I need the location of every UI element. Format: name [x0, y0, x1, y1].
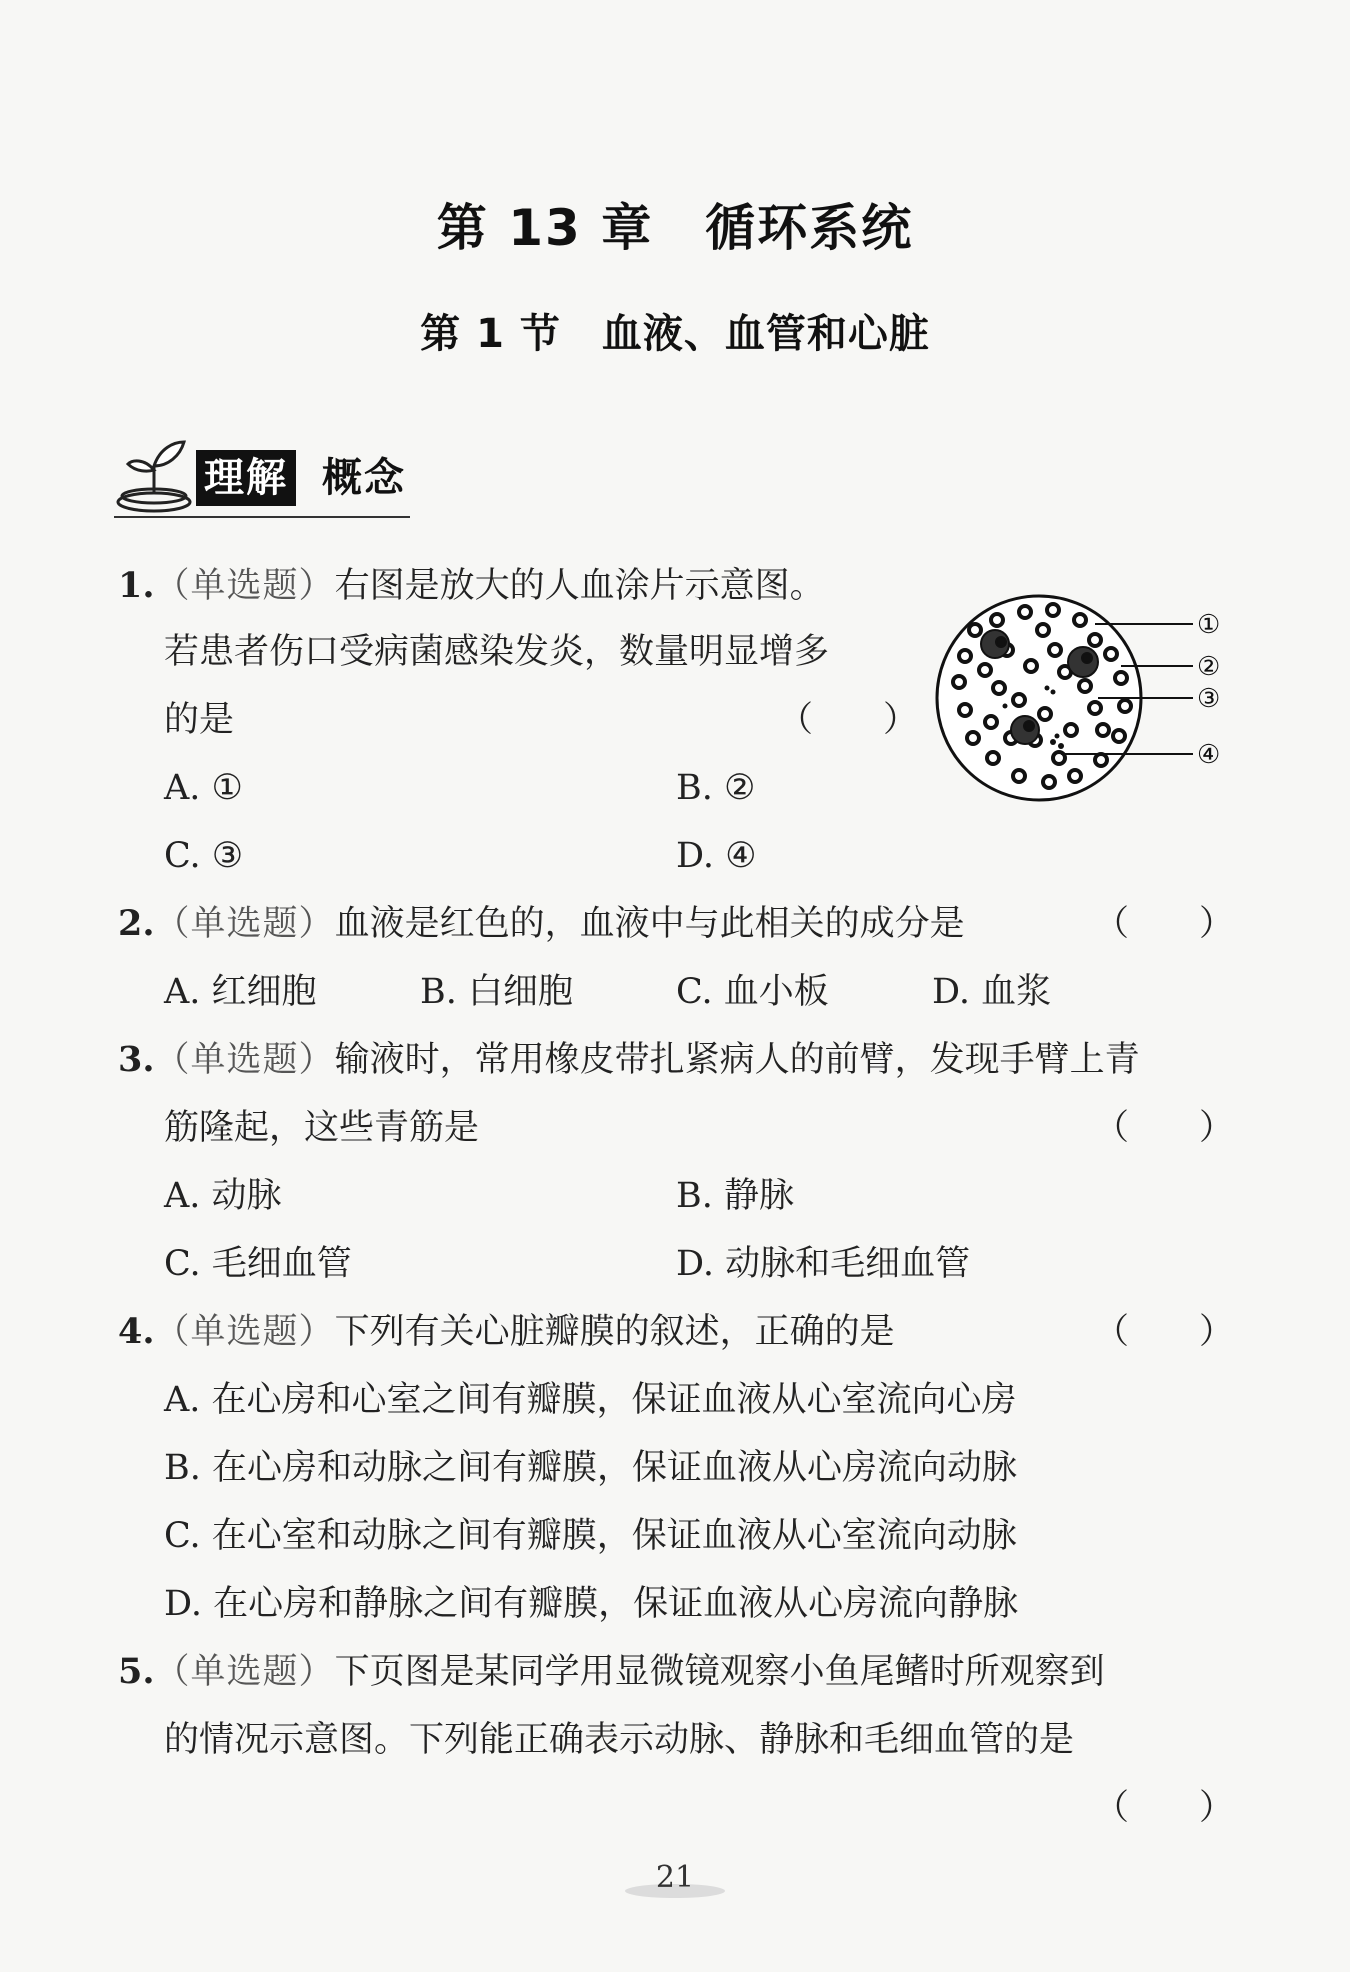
option-d: D. 在心房和静脉之间有瓣膜，保证血液从心房流向静脉 [164, 1584, 1019, 1624]
option-c: C. ③ [164, 836, 244, 876]
option-b: B. 静脉 [676, 1176, 794, 1216]
question-number: 5. [118, 1651, 155, 1692]
banner-underline [114, 516, 410, 518]
question-text: 下列有关心脏瓣膜的叙述，正确的是 [334, 1312, 895, 1352]
question-type: （单选题） [154, 904, 335, 944]
option-d: D. ④ [676, 836, 757, 876]
option-c: C. 血小板 [676, 972, 829, 1012]
section-title: 第 1 节 血液、血管和心脏 [420, 311, 930, 357]
figure-label-1: ① [1197, 610, 1221, 640]
question-type: （单选题） [154, 1312, 335, 1352]
question-5-line-2: 的情况示意图。下列能正确表示动脉、静脉和毛细血管的是 [164, 1720, 1075, 1760]
question-5-line-1 [118, 1650, 1105, 1694]
option-b: B. 在心房和动脉之间有瓣膜，保证血液从心房流向动脉 [164, 1448, 1017, 1488]
question-text: 输液时，常用橡皮带扎紧病人的前臂，发现手臂上青 [334, 1040, 1140, 1080]
option-b: B. ② [676, 768, 756, 808]
option-d: D. 血浆 [932, 972, 1052, 1012]
question-2-line-1 [118, 902, 965, 946]
question-number: 1. [118, 565, 155, 606]
question-4-line-1 [118, 1310, 895, 1354]
blood-smear-figure [935, 590, 1225, 810]
banner-highlight: 理解 [196, 450, 296, 506]
question-text: 右图是放大的人血涂片示意图。 [334, 566, 825, 606]
question-type: （单选题） [154, 566, 335, 606]
answer-blank: （ ） [778, 700, 919, 740]
figure-labels [1197, 610, 1220, 770]
question-type: （单选题） [154, 1040, 335, 1080]
option-b: B. 白细胞 [420, 972, 573, 1012]
question-text: 下页图是某同学用显微镜观察小鱼尾鳍时所观察到 [334, 1652, 1105, 1692]
option-a: A. 动脉 [164, 1176, 282, 1216]
question-1-line-2: 若患者伤口受病菌感染发炎，数量明显增多 [164, 632, 830, 672]
option-a: A. 在心房和心室之间有瓣膜，保证血液从心室流向心房 [164, 1380, 1017, 1420]
question-3-line-1 [118, 1038, 1140, 1082]
question-3-line-2: 筋隆起，这些青筋是 [164, 1108, 480, 1148]
banner-rest: 概念 [322, 455, 406, 501]
option-a: A. ① [164, 768, 243, 808]
question-1-line-1 [118, 564, 825, 608]
question-type: （单选题） [154, 1652, 335, 1692]
option-a: A. 红细胞 [164, 972, 317, 1012]
figure-label-3: ③ [1197, 684, 1221, 714]
question-number: 4. [118, 1311, 155, 1352]
page-number: 21 [655, 1860, 695, 1895]
chapter-title: 第 13 章 循环系统 [436, 199, 914, 257]
answer-blank: （ ） [1094, 1312, 1235, 1352]
option-d: D. 动脉和毛细血管 [676, 1244, 971, 1284]
option-c: C. 毛细血管 [164, 1244, 352, 1284]
question-number: 3. [118, 1039, 155, 1080]
answer-blank: （ ） [1094, 1108, 1235, 1148]
section-banner [114, 432, 414, 522]
question-text: 血液是红色的，血液中与此相关的成分是 [334, 904, 965, 944]
figure-label-2: ② [1197, 652, 1221, 682]
answer-blank: （ ） [1094, 904, 1235, 944]
figure-label-4: ④ [1197, 740, 1221, 770]
question-number: 2. [118, 903, 155, 944]
seedling-icon [114, 432, 194, 516]
question-1-line-3: 的是 [164, 700, 235, 740]
answer-blank: （ ） [1094, 1788, 1235, 1828]
option-c: C. 在心室和动脉之间有瓣膜，保证血液从心室流向动脉 [164, 1516, 1017, 1556]
